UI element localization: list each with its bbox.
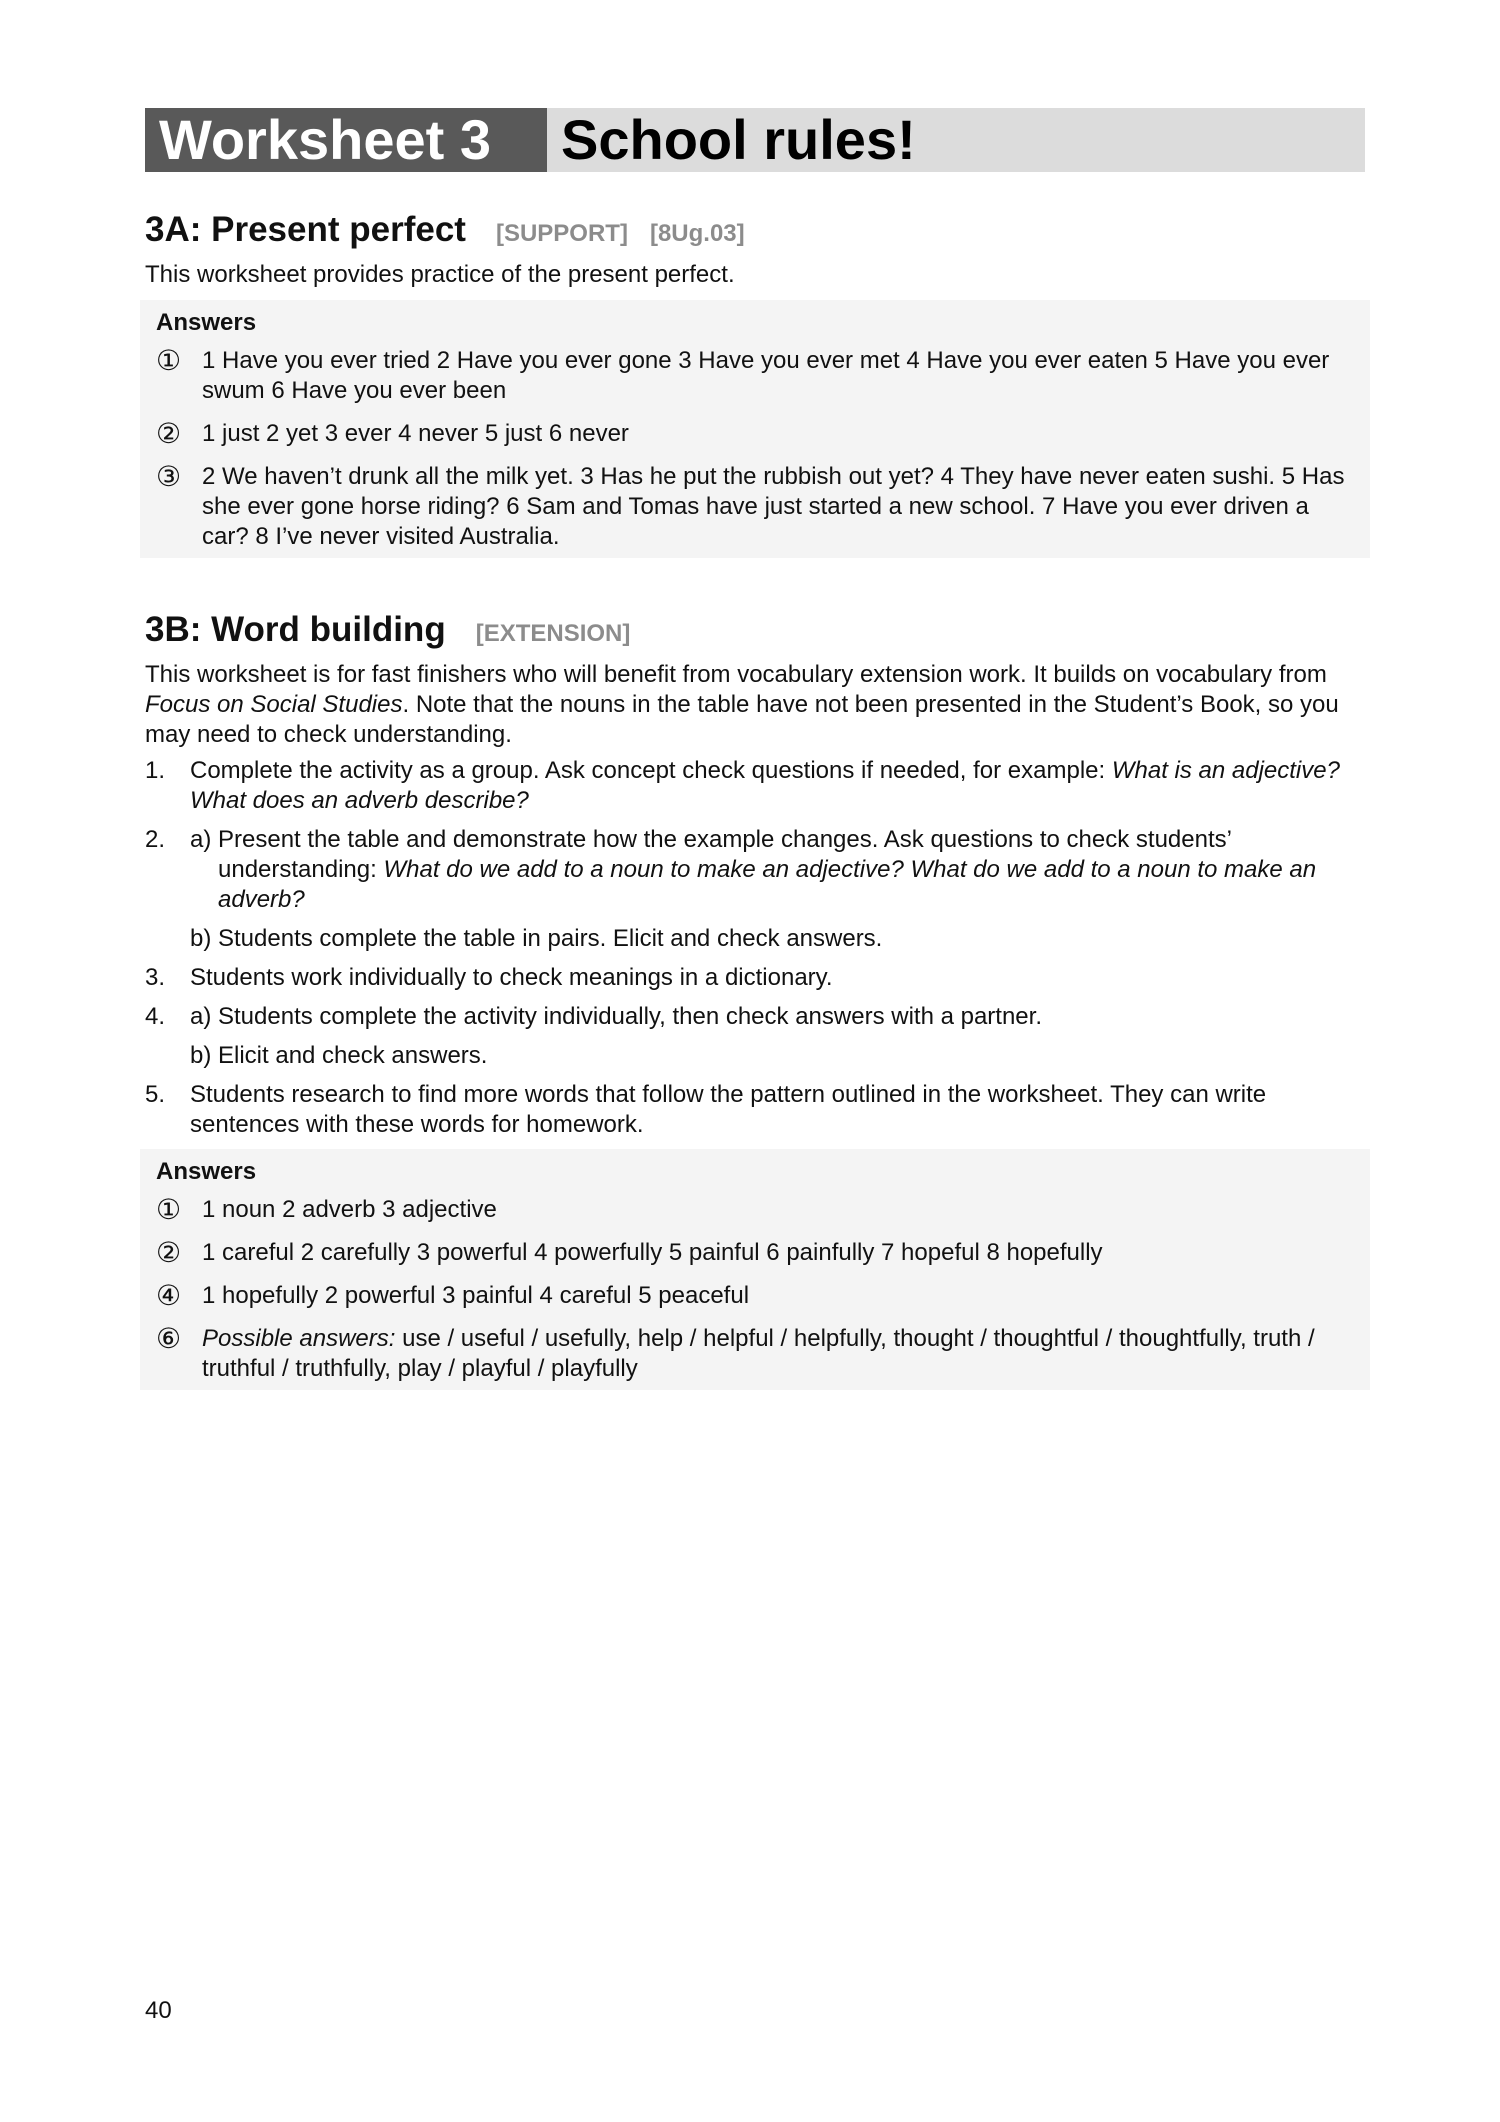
step-item <box>145 1080 1370 1140</box>
section-3b <box>145 610 1370 1390</box>
answer-text: 1 careful 2 carefully 3 powerful 4 powerfully 5 painful 6 painfully 7 hopeful 8 hopefully <box>202 1239 1103 1266</box>
teaching-steps <box>145 756 1370 1140</box>
answer-row <box>156 419 1356 449</box>
step-number: 5. <box>145 1081 166 1108</box>
step-item <box>145 825 1370 954</box>
substep <box>190 825 1370 915</box>
book-title: Focus on Social Studies <box>145 691 403 718</box>
substep <box>190 1002 1370 1032</box>
substep-label: a) <box>190 826 212 853</box>
answer-row <box>156 1281 1356 1311</box>
exercise-number: ① <box>156 1194 182 1225</box>
step-number: 3. <box>145 964 166 991</box>
exercise-number: ③ <box>156 461 182 492</box>
answer-row <box>156 1238 1356 1268</box>
step-number: 2. <box>145 826 166 853</box>
exercise-number: ⑥ <box>156 1323 182 1354</box>
substep-label: b) <box>190 925 212 952</box>
curriculum-code-tag: [8Ug.03] <box>649 220 745 247</box>
intro-text: . Note that the nouns in the table have not been presented in the Student’s Book, so you may need to check understanding. <box>145 691 1339 748</box>
step-plain: Present the table and demonstrate how the example changes. Ask questions to check students’ understanding: <box>218 826 1232 883</box>
step-item <box>145 963 1370 993</box>
possible-answers-label: Possible answers: <box>202 1325 396 1352</box>
section-3a-heading <box>145 210 1370 250</box>
section-3b-intro <box>145 660 1370 750</box>
answer-row <box>156 346 1356 406</box>
substep-text: Elicit and check answers. <box>218 1042 488 1069</box>
substep <box>190 924 1370 954</box>
step-text <box>190 756 1370 816</box>
substep-text: Students complete the table in pairs. Elicit and check answers. <box>218 925 883 952</box>
step-example: What do we add to a noun to make an adjective? What do we add to a noun to make an adverb? <box>218 856 1317 913</box>
support-tag: [SUPPORT] <box>495 220 628 247</box>
page-number: 40 <box>145 1997 172 2024</box>
step-text: Students work individually to check meanings in a dictionary. <box>190 964 833 991</box>
substep-text <box>218 825 1370 915</box>
extension-tag: [EXTENSION] <box>475 620 631 647</box>
answer-text: 1 hopefully 2 powerful 3 painful 4 careful 5 peaceful <box>202 1282 750 1309</box>
substep-label: b) <box>190 1042 212 1069</box>
answer-row <box>156 1195 1356 1225</box>
worksheet-title: School rules! <box>547 108 1365 172</box>
worksheet-number: Worksheet 3 <box>145 108 547 172</box>
answer-text: 1 just 2 yet 3 ever 4 never 5 just 6 never <box>202 420 629 447</box>
exercise-number: ④ <box>156 1280 182 1311</box>
section-3a-intro: This worksheet provides practice of the present perfect. <box>145 261 735 288</box>
possible-answers-text: use / useful / usefully, help / helpful / helpfully, thought / thoughtful / thoughtfully, truth / truthful / truthfully, play / playful / playfully <box>202 1325 1315 1382</box>
section-3a <box>145 210 1370 558</box>
worksheet-header <box>145 108 1365 172</box>
answer-row <box>156 1324 1356 1384</box>
answer-row <box>156 462 1356 552</box>
step-item <box>145 1002 1370 1071</box>
section-3b-heading <box>145 610 1370 650</box>
step-number: 4. <box>145 1003 166 1030</box>
step-body <box>190 1002 1370 1071</box>
step-example: What is an adjective? What does an adverb describe? <box>190 757 1340 814</box>
exercise-number: ② <box>156 418 182 449</box>
section-3b-title: 3B: Word building <box>145 610 446 649</box>
step-number: 1. <box>145 757 166 784</box>
answers-heading: Answers <box>156 309 257 336</box>
substep-label: a) <box>190 1003 212 1030</box>
section-3b-answers <box>140 1149 1370 1390</box>
intro-text: This worksheet is for fast finishers who will benefit from vocabulary extension work. It builds on vocabulary from <box>145 661 1327 688</box>
step-plain: Complete the activity as a group. Ask concept check questions if needed, for example: <box>190 757 1112 784</box>
exercise-number: ② <box>156 1237 182 1268</box>
step-item <box>145 756 1370 816</box>
answer-text: 1 Have you ever tried 2 Have you ever gone 3 Have you ever met 4 Have you ever eaten 5 Have you ever swum 6 Have you ever been <box>202 347 1330 404</box>
answer-text: 1 noun 2 adverb 3 adjective <box>202 1196 497 1223</box>
step-text: Students research to find more words that follow the pattern outlined in the worksheet. They can write sentences with these words for homework. <box>190 1081 1267 1138</box>
substep-text: Students complete the activity individually, then check answers with a partner. <box>218 1003 1042 1030</box>
section-3a-answers <box>140 300 1370 558</box>
step-body <box>190 825 1370 954</box>
answers-heading: Answers <box>156 1158 257 1185</box>
substep <box>190 1041 1370 1071</box>
answer-text <box>202 1324 1356 1384</box>
answer-text: 2 We haven’t drunk all the milk yet. 3 Has he put the rubbish out yet? 4 They have never eaten sushi. 5 Has she ever gone horse riding? 6 Sam and Tomas have just started a new school. 7 Have you ever driven a car? 8 I’ve never visited Australia. <box>202 463 1345 550</box>
section-3a-title: 3A: Present perfect <box>145 210 466 249</box>
exercise-number: ① <box>156 345 182 376</box>
